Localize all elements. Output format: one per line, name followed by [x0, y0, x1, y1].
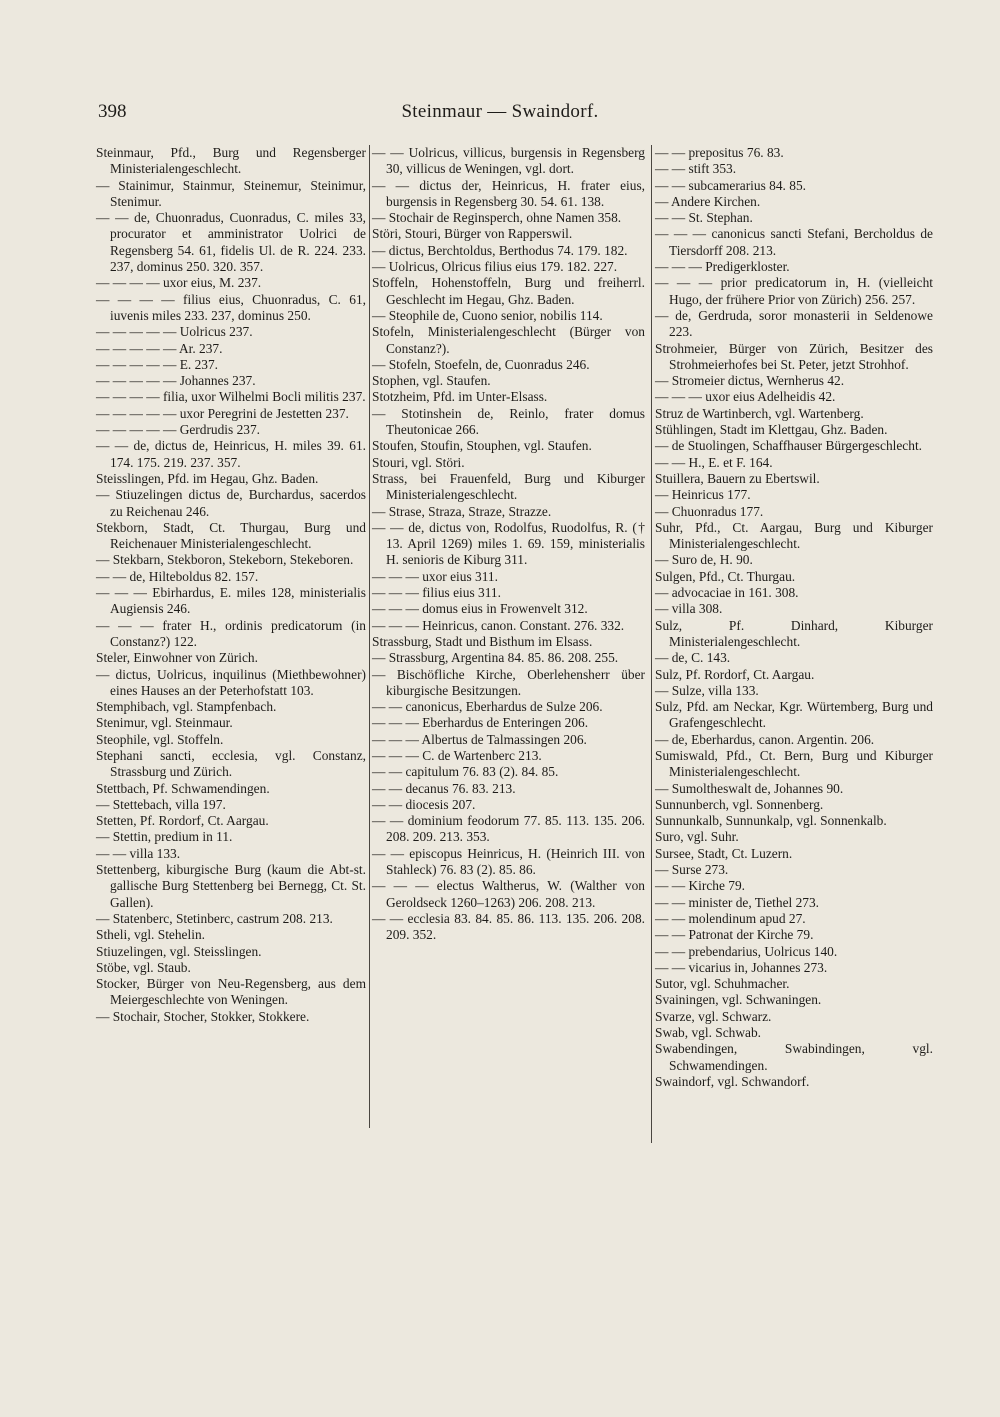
index-entry: — — Kirche 79. [655, 878, 745, 894]
index-entry: — de, Eberhardus, canon. Argentin. 206. [655, 731, 875, 747]
index-entry: — — ecclesia 83. 84. 85. 86. 113. 135. 206. 208. 209. 352. [372, 910, 645, 943]
index-entry: Svainingen, vgl. Schwaningen. [655, 992, 822, 1008]
index-entry: — Sulze, villa 133. [655, 682, 759, 698]
index-entry: — — — Heinricus, canon. Constant. 276. 332. [372, 617, 625, 633]
index-entry: — — — — — E. 237. [96, 356, 218, 372]
index-entry: — — — — filia, uxor Wilhelmi Bocli militis 237. [96, 389, 366, 405]
index-entry: — — Uolricus, villicus, burgensis in Regensberg 30, villicus de Weningen, vgl. dort. [372, 145, 645, 177]
index-entry: — — Patronat der Kirche 79. [655, 927, 814, 943]
index-entry: — Stotinshein de, Reinlo, frater domus Theutonicae 266. [372, 405, 645, 438]
index-entry: Struz de Wartinberch, vgl. Wartenberg. [655, 405, 864, 421]
index-column-2 [372, 145, 645, 944]
index-entry: — Stainimur, Stainmur, Steinemur, Steinimur, Stenimur. [96, 177, 366, 209]
index-entry: Sunnunberch, vgl. Sonnenberg. [655, 796, 824, 812]
index-entry: — — H., E. et F. 164. [655, 454, 773, 470]
index-entry: Stotzheim, Pfd. im Unter-Elsass. [372, 389, 548, 405]
index-entry: — — episcopus Heinricus, H. (Heinrich III. von Stahleck) 76. 83 (2). 85. 86. [372, 845, 645, 878]
index-entry: Strass, bei Frauenfeld, Burg und Kiburger Ministerialengeschlecht. [372, 470, 645, 503]
index-entry: — — — — — Ar. 237. [96, 340, 223, 356]
index-entry: — Suro de, H. 90. [655, 552, 753, 568]
index-entry: — dictus, Berchtoldus, Berthodus 74. 179. 182. [372, 242, 628, 258]
index-entry: — Uolricus, Olricus filius eius 179. 182. 227. [372, 259, 618, 275]
index-entry: Stiuzelingen, vgl. Steisslingen. [96, 943, 262, 959]
index-entry: — — capitulum 76. 83 (2). 84. 85. [372, 764, 559, 780]
index-entry: — — — electus Waltherus, W. (Walther von Geroldseck 1260–1263) 206. 208. 213. [372, 878, 645, 910]
index-entry: — — — — — Uolricus 237. [96, 324, 253, 340]
index-entry: — Stekbarn, Stekboron, Stekeborn, Stekeboren. [96, 552, 354, 568]
index-entry: Stenimur, vgl. Steinmaur. [96, 715, 233, 731]
index-entry: — — — — uxor eius, M. 237. [96, 275, 262, 291]
index-entry: — — stift 353. [655, 161, 737, 177]
index-entry: — — villa 133. [96, 845, 181, 861]
index-entry: — — St. Stephan. [655, 210, 753, 226]
index-entry: — — molendinum apud 27. [655, 910, 806, 926]
index-entry: — — prebendarius, Uolricus 140. [655, 943, 838, 959]
index-entry: — de, C. 143. [655, 650, 731, 666]
index-entry: Strassburg, Stadt und Bisthum im Elsass. [372, 633, 593, 649]
index-entry: — Andere Kirchen. [655, 193, 761, 209]
index-entry: — Stofeln, Stoefeln, de, Cuonradus 246. [372, 356, 590, 372]
index-entry: Sutor, vgl. Schuhmacher. [655, 976, 790, 992]
index-entry: — — minister de, Tiethel 273. [655, 894, 820, 910]
index-entry: — — — canonicus sancti Stefani, Bercholdus de Tiersdorff 208. 213. [655, 226, 933, 258]
index-entry: Swaindorf, vgl. Schwandorf. [655, 1073, 810, 1089]
index-entry: — — de, Hilteboldus 82. 157. [96, 568, 259, 584]
running-header: Steinmaur — Swaindorf. [401, 101, 599, 122]
index-entry: — de, Gerdruda, soror monasterii in Seldenowe 223. [655, 307, 933, 340]
index-entry: — — — C. de Wartenberc 213. [372, 747, 542, 763]
index-entry: — Statenberc, Stetinberc, castrum 208. 213. [96, 910, 333, 926]
index-entry: — — — — — Johannes 237. [96, 373, 256, 389]
index-entry: — Heinricus 177. [655, 487, 751, 503]
index-entry: — Chuonradus 177. [655, 503, 764, 519]
index-entry: — villa 308. [655, 601, 723, 617]
index-entry: — — vicarius in, Johannes 273. [655, 959, 828, 975]
index-entry: — — — — — Gerdrudis 237. [96, 422, 261, 438]
index-entry: — Strase, Straza, Straze, Strazze. [372, 503, 552, 519]
index-entry: — — — Eberhardus de Enteringen 206. [372, 715, 589, 731]
index-entry: — Stettin, predium in 11. [96, 829, 233, 845]
index-entry: — — de, Chuonradus, Cuonradus, C. miles 33, procurator et amministrator Uolrici de Regensberg 54. 61, fidelis Ul. de R. 224. 233. 237, dominus 250. 320. 357. [96, 210, 366, 275]
index-column-3 [655, 145, 933, 1090]
index-entry: Stuillera, Bauern zu Ebertswil. [655, 470, 820, 486]
index-entry: — — — domus eius in Frowenvelt 312. [372, 601, 588, 617]
page-number: 398 [98, 101, 127, 122]
index-entry: Sursee, Stadt, Ct. Luzern. [655, 845, 793, 861]
index-entry: — — dictus der, Heinricus, H. frater eius, burgensis in Regensberg 30. 54. 61. 138. [372, 177, 645, 209]
index-entry: Stettenberg, kiburgische Burg (kaum die Abt-st. gallische Burg Stettenberg bei Bernegg, Ct. St. Gallen). [96, 862, 366, 910]
index-entry: Sulgen, Pfd., Ct. Thurgau. [655, 568, 796, 584]
index-entry: — — de, dictus von, Rodolfus, Ruodolfus, R. († 13. April 1269) miles 1. 69. 159, ministerialis H. senioris de Kiburg 311. [372, 519, 645, 568]
index-entry: — de Stuolingen, Schaffhauser Bürgergeschlecht. [655, 438, 923, 454]
index-entry: Swab, vgl. Schwab. [655, 1025, 762, 1041]
index-entry: — — — — filius eius, Chuonradus, C. 61, iuvenis miles 233. 237, dominus 250. [96, 291, 366, 323]
index-entry: — — — frater H., ordinis predicatorum (in Constanz?) 122. [96, 617, 366, 649]
index-entry: Stephani sancti, ecclesia, vgl. Constanz, Strassburg und Zürich. [96, 747, 366, 780]
index-entry: Störi, Stouri, Bürger von Rapperswil. [372, 226, 573, 242]
index-entry: Suhr, Pfd., Ct. Aargau, Burg und Kiburger Ministerialengeschlecht. [655, 519, 933, 552]
index-entry: — — de, dictus de, Heinricus, H. miles 39. 61. 174. 175. 219. 237. 357. [96, 438, 366, 470]
index-entry: — Steophile de, Cuono senior, nobilis 114. [372, 307, 603, 323]
index-entry: Sulz, Pf. Rordorf, Ct. Aargau. [655, 666, 815, 682]
index-column-1 [96, 145, 366, 1025]
column-rule [369, 145, 370, 1128]
index-entry: — — — uxor eius Adelheidis 42. [655, 389, 836, 405]
index-entry: Stettbach, Pf. Schwamendingen. [96, 780, 270, 796]
index-entry: — Stettebach, villa 197. [96, 796, 226, 812]
column-rule [651, 145, 652, 1143]
index-entry: — — — — — uxor Peregrini de Jestetten 237. [96, 405, 349, 421]
index-entry: — Bischöfliche Kirche, Oberlehensherr über kiburgische Besitzungen. [372, 666, 645, 698]
index-entry: — Surse 273. [655, 862, 729, 878]
index-entry: Sunnunkalb, Sunnunkalp, vgl. Sonnenkalb. [655, 813, 887, 829]
index-entry: — — — uxor eius 311. [372, 568, 498, 584]
index-entry: Swabendingen, Swabindingen, vgl. Schwamendingen. [655, 1041, 933, 1073]
index-entry: Stheli, vgl. Stehelin. [96, 927, 205, 943]
index-entry: Strohmeier, Bürger von Zürich, Besitzer des Strohmeierhofes bei St. Peter, jetzt Strohhof. [655, 340, 933, 372]
index-entry: Steisslingen, Pfd. im Hegau, Ghz. Baden. [96, 470, 319, 486]
index-entry: Stouri, vgl. Störi. [372, 454, 465, 470]
index-entry: — — — Predigerkloster. [655, 259, 790, 275]
index-entry: — Stochair, Stocher, Stokker, Stokkere. [96, 1008, 310, 1024]
index-entry: — Strassburg, Argentina 84. 85. 86. 208. 255. [372, 650, 619, 666]
index-entry: Stöbe, vgl. Staub. [96, 959, 191, 975]
index-entry: — — — prior predicatorum in, H. (vielleicht Hugo, der frühere Prior von Zürich) 256. 257. [655, 275, 933, 307]
index-entry: — — prepositus 76. 83. [655, 145, 784, 160]
index-entry: Stetten, Pf. Rordorf, Ct. Aargau. [96, 813, 269, 829]
index-entry: — — dominium feodorum 77. 85. 113. 135. 206. 208. 209. 213. 353. [372, 813, 645, 845]
index-entry: Stocker, Bürger von Neu-Regensberg, aus dem Meiergeschlechte von Weningen. [96, 976, 366, 1008]
index-entry: Steler, Einwohner von Zürich. [96, 650, 258, 666]
index-entry: — — diocesis 207. [372, 796, 476, 812]
index-entry: Stühlingen, Stadt im Klettgau, Ghz. Baden. [655, 422, 888, 438]
index-entry: Suro, vgl. Suhr. [655, 829, 739, 845]
index-entry: — Stochair de Reginsperch, ohne Namen 358. [372, 210, 622, 226]
index-entry: — Stromeier dictus, Wernherus 42. [655, 373, 845, 389]
index-entry: — — — Ebirhardus, E. miles 128, ministerialis Augiensis 246. [96, 585, 366, 617]
index-entry: — advocaciae in 161. 308. [655, 585, 799, 601]
index-entry: — dictus, Uolricus, inquilinus (Miethbewohner) eines Hauses an der Peterhofstatt 103. [96, 666, 366, 698]
index-entry: — — decanus 76. 83. 213. [372, 780, 516, 796]
index-entry: — Stiuzelingen dictus de, Burchardus, sacerdos zu Reichenau 246. [96, 487, 366, 519]
index-entry: Svarze, vgl. Schwarz. [655, 1008, 772, 1024]
index-entry: Stekborn, Stadt, Ct. Thurgau, Burg und Reichenauer Ministerialengeschlecht. [96, 519, 366, 552]
index-entry: Steinmaur, Pfd., Burg und Regensberger Ministerialengeschlecht. [96, 145, 366, 177]
index-entry: — — — filius eius 311. [372, 585, 501, 601]
index-entry: Sumiswald, Pfd., Ct. Bern, Burg und Kiburger Ministerialengeschlecht. [655, 747, 933, 780]
index-entry: — — — Albertus de Talmassingen 206. [372, 731, 587, 747]
index-entry: — — canonicus, Eberhardus de Sulze 206. [372, 699, 603, 715]
index-entry: — Sumoltheswalt de, Johannes 90. [655, 780, 844, 796]
index-entry: Stemphibach, vgl. Stampfenbach. [96, 699, 277, 715]
index-entry: — — subcamerarius 84. 85. [655, 177, 806, 193]
index-entry: Sulz, Pf. Dinhard, Kiburger Ministerialengeschlecht. [655, 617, 933, 649]
index-entry: Steophile, vgl. Stoffeln. [96, 731, 224, 747]
index-entry: Stofeln, Ministerialengeschlecht (Bürger von Constanz?). [372, 324, 645, 356]
index-entry: Stoufen, Stoufin, Stouphen, vgl. Staufen. [372, 438, 592, 454]
index-entry: Stophen, vgl. Staufen. [372, 373, 491, 389]
index-entry: Sulz, Pfd. am Neckar, Kgr. Würtemberg, Burg und Grafengeschlecht. [655, 699, 933, 731]
index-entry: Stoffeln, Hohenstoffeln, Burg und freiherrl. Geschlecht im Hegau, Ghz. Baden. [372, 275, 645, 307]
